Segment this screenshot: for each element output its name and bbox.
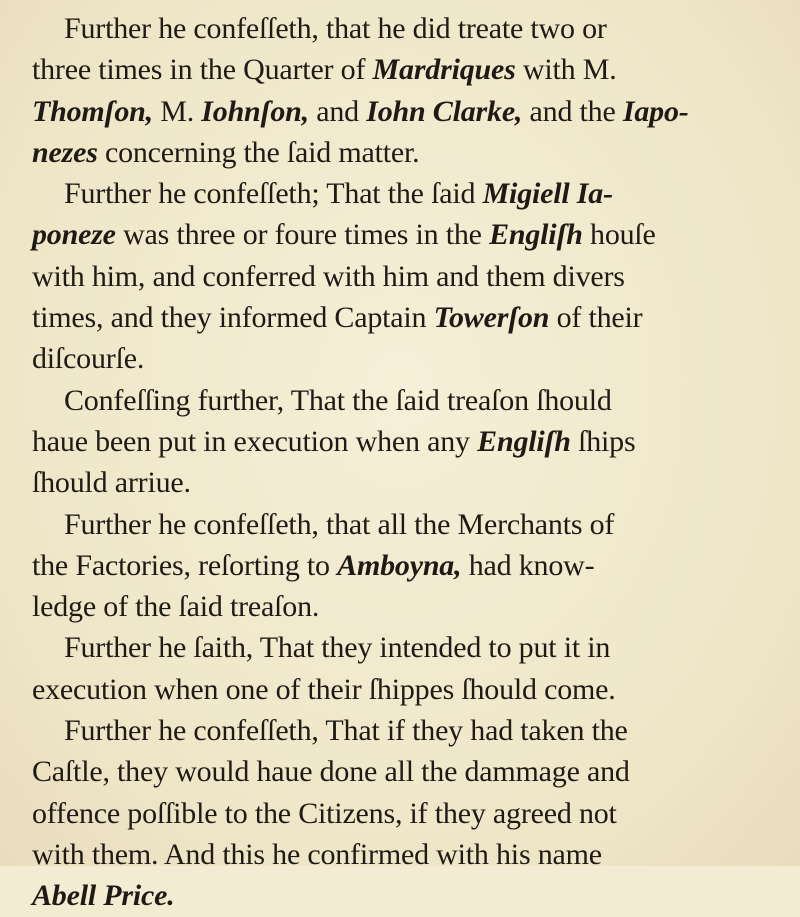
text-line [32,751,760,792]
text-run: Further he confeſſeth, that he did treate two or [64,12,607,45]
text-line [32,380,760,421]
text-run: ſhips [570,424,636,458]
text-run: was three or foure times in the [115,218,490,252]
italic-run: Engliſh [489,218,583,252]
text-line [32,173,760,214]
italic-run: Iohn Clarke, [366,94,523,128]
text-run: with M. [515,53,617,87]
text-run: offence poſſible to the Citizens, if they agreed not [32,796,617,830]
text-run: haue been put in execution when any [32,424,478,458]
italic-run: Iapo- [622,94,689,128]
text-run: Further he ſaith, That they intended to put it in [64,631,611,665]
italic-run: poneze [32,218,116,252]
text-run: houſe [582,218,656,252]
italic-run: nezes [32,135,98,169]
italic-run: Amboyna, [337,548,462,582]
text-line [32,545,760,586]
text-run: ledge of the ſaid treaſon. [32,590,320,624]
text-block [32,8,760,917]
text-run: Further he confeſſeth, That if they had taken the [64,714,628,748]
text-run: with him, and conferred with him and them divers [32,259,625,293]
text-line [32,297,760,338]
italic-run: Migiell Ia- [482,177,613,211]
text-line [32,875,760,916]
italic-run: Iohnſon, [201,94,309,128]
text-run: three times in the Quarter of [32,53,373,87]
text-run: Further he confeſſeth, that all the Merchants of [64,507,615,541]
text-line [32,710,760,751]
text-line [32,132,760,173]
text-run: Caſtle, they would haue done all the dammage and [32,755,630,789]
text-line [32,627,760,668]
text-line [32,214,760,255]
text-run: and the [522,94,623,128]
text-run: M. [152,94,202,128]
text-run: times, and they informed Captain [32,301,434,335]
text-line [32,504,760,545]
text-line [32,586,760,627]
text-run: concerning the ſaid matter. [97,135,420,169]
text-run: had know- [461,548,595,582]
text-line [32,834,760,875]
text-line [32,49,760,90]
text-run: with them. And this he confirmed with his name [32,837,602,871]
text-run: the Factories, reſorting to [32,548,338,582]
text-line [32,793,760,834]
italic-run: Engliſh [477,424,571,458]
italic-run: Thomſon, [32,94,153,128]
text-run: Further he confeſſeth; That the ſaid [64,177,483,211]
text-line [32,669,760,710]
text-run: execution when one of their ſhippes ſhould come. [32,672,616,706]
text-run: ſhould arriue. [32,466,191,500]
italic-run: Abell Price. [32,879,175,913]
italic-run: Mardriques [372,53,516,87]
text-line [32,256,760,297]
text-line [32,462,760,503]
text-run: and [308,94,367,128]
italic-run: Towerſon [433,301,550,335]
text-run: diſcourſe. [32,342,145,376]
text-line [32,8,760,49]
text-line [32,338,760,379]
text-run: of their [549,301,643,335]
text-run: Confeſſing further, That the ſaid treaſon ſhould [64,383,612,417]
text-line [32,421,760,462]
text-line [32,91,760,132]
